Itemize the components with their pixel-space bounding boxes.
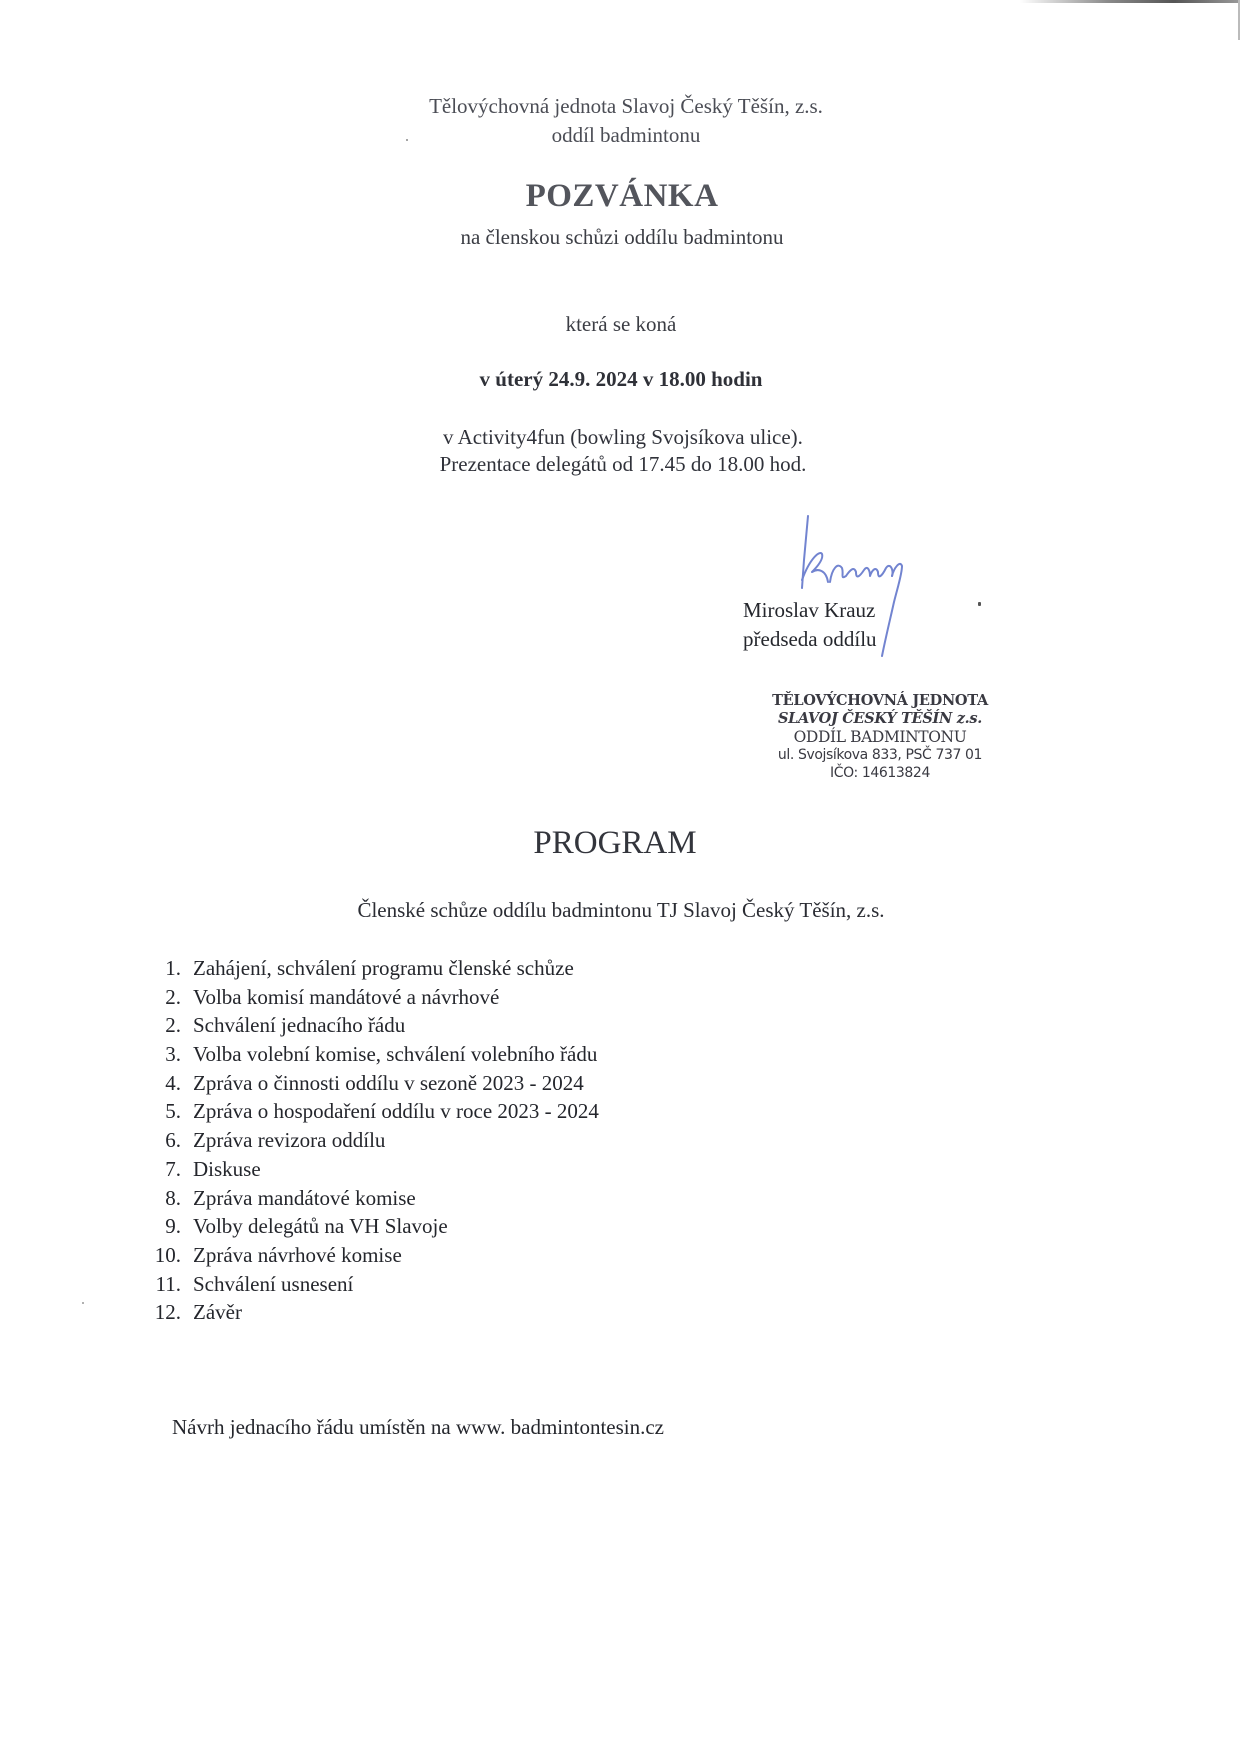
agenda-item-number: 2. [165, 1013, 181, 1038]
organization-stamp [740, 692, 1020, 782]
agenda-item-text: Schválení jednacího řádu [193, 1013, 406, 1038]
agenda-item-text: Volby delegátů na VH Slavoje [193, 1214, 448, 1239]
scan-edge-shadow [1020, 0, 1240, 3]
agenda-item [147, 954, 599, 983]
agenda-item [147, 1184, 599, 1213]
scan-speck [978, 602, 981, 606]
agenda-item [147, 1097, 599, 1126]
meeting-date-time: v úterý 24.9. 2024 v 18.00 hodin [479, 367, 763, 391]
stamp-address: ul. Svojsíkova 833, PSČ 737 01 [777, 747, 983, 763]
signer-name: Miroslav Krauz [743, 598, 876, 622]
meeting-venue: v Activity4fun (bowling Svojsíkova ulice). [443, 425, 803, 449]
agenda-item-number: 3. [165, 1042, 181, 1067]
stamp-line-1: TĚLOVÝCHOVNÁ JEDNOTA [772, 692, 988, 709]
agenda-item-number: 10. [154, 1242, 181, 1267]
agenda-item [147, 1241, 599, 1270]
agenda-item [147, 1126, 599, 1155]
agenda-item-number: 8. [165, 1185, 181, 1210]
agenda-item [147, 1270, 599, 1299]
agenda-item-text: Zpráva návrhové komise [193, 1242, 402, 1267]
agenda-item-number: 11. [155, 1271, 181, 1296]
agenda-item-text: Schválení usnesení [193, 1271, 354, 1296]
agenda-item-number: 4. [165, 1070, 181, 1095]
agenda-item-text: Zahájení, schválení programu členské schůze [193, 956, 574, 980]
agenda-item-text: Diskuse [193, 1156, 261, 1181]
agenda-item-text: Volba volební komise, schválení volebního řádu [193, 1042, 598, 1067]
when-intro: která se koná [565, 312, 677, 336]
agenda-item-number: 5. [165, 1099, 181, 1124]
footer-note: Návrh jednacího řádu umístěn na www. badmintontesin.cz [172, 1415, 665, 1439]
agenda-item-number: 2. [165, 984, 181, 1009]
agenda-item-text: Závěr [193, 1300, 242, 1325]
agenda-item [147, 1212, 599, 1241]
stamp-line-2: SLAVOJ ČESKÝ TĚŠÍN z.s. [777, 710, 983, 727]
program-title: PROGRAM [533, 825, 697, 861]
organization-name: Tělovýchovná jednota Slavoj Český Těšín, z.s. [429, 94, 823, 118]
agenda-item [147, 1040, 599, 1069]
agenda-item-text: Zpráva mandátové komise [193, 1185, 416, 1210]
agenda-item-number: 12. [154, 1300, 181, 1325]
agenda-item [147, 1011, 599, 1040]
stamp-line-3: ODDÍL BADMINTONU [793, 728, 967, 746]
department-name: oddíl badmintonu [551, 123, 701, 147]
signer-role: předseda oddílu [743, 627, 877, 651]
stamp-ico: IČO: 14613824 [830, 765, 930, 781]
scan-speck [406, 139, 408, 141]
agenda-item-text: Zpráva o hospodaření oddílu v roce 2023 - 2024 [193, 1099, 599, 1124]
registration-time: Prezentace delegátů od 17.45 do 18.00 hod. [439, 452, 807, 476]
agenda-item-number: 9. [165, 1214, 181, 1239]
agenda-item-text: Volba komisí mandátové a návrhové [193, 984, 500, 1009]
agenda-item [147, 983, 599, 1012]
agenda-item [147, 1155, 599, 1184]
invitation-subtitle: na členskou schůzi oddílu badmintonu [460, 225, 784, 249]
agenda-item [147, 1298, 599, 1327]
agenda-item-text: Zpráva revizora oddílu [193, 1128, 386, 1153]
scan-speck [82, 1302, 84, 1304]
agenda-item-number: 1. [165, 956, 181, 980]
agenda-item-text: Zpráva o činnosti oddílu v sezoně 2023 - 2024 [193, 1070, 584, 1095]
program-subtitle: Členské schůze oddílu badmintonu TJ Slavoj Český Těšín, z.s. [357, 898, 885, 922]
agenda-list [147, 954, 599, 1327]
agenda-item-number: 6. [165, 1128, 181, 1153]
agenda-item-number: 7. [165, 1156, 181, 1181]
agenda-item [147, 1069, 599, 1098]
page-title: POZVÁNKA [525, 178, 719, 214]
